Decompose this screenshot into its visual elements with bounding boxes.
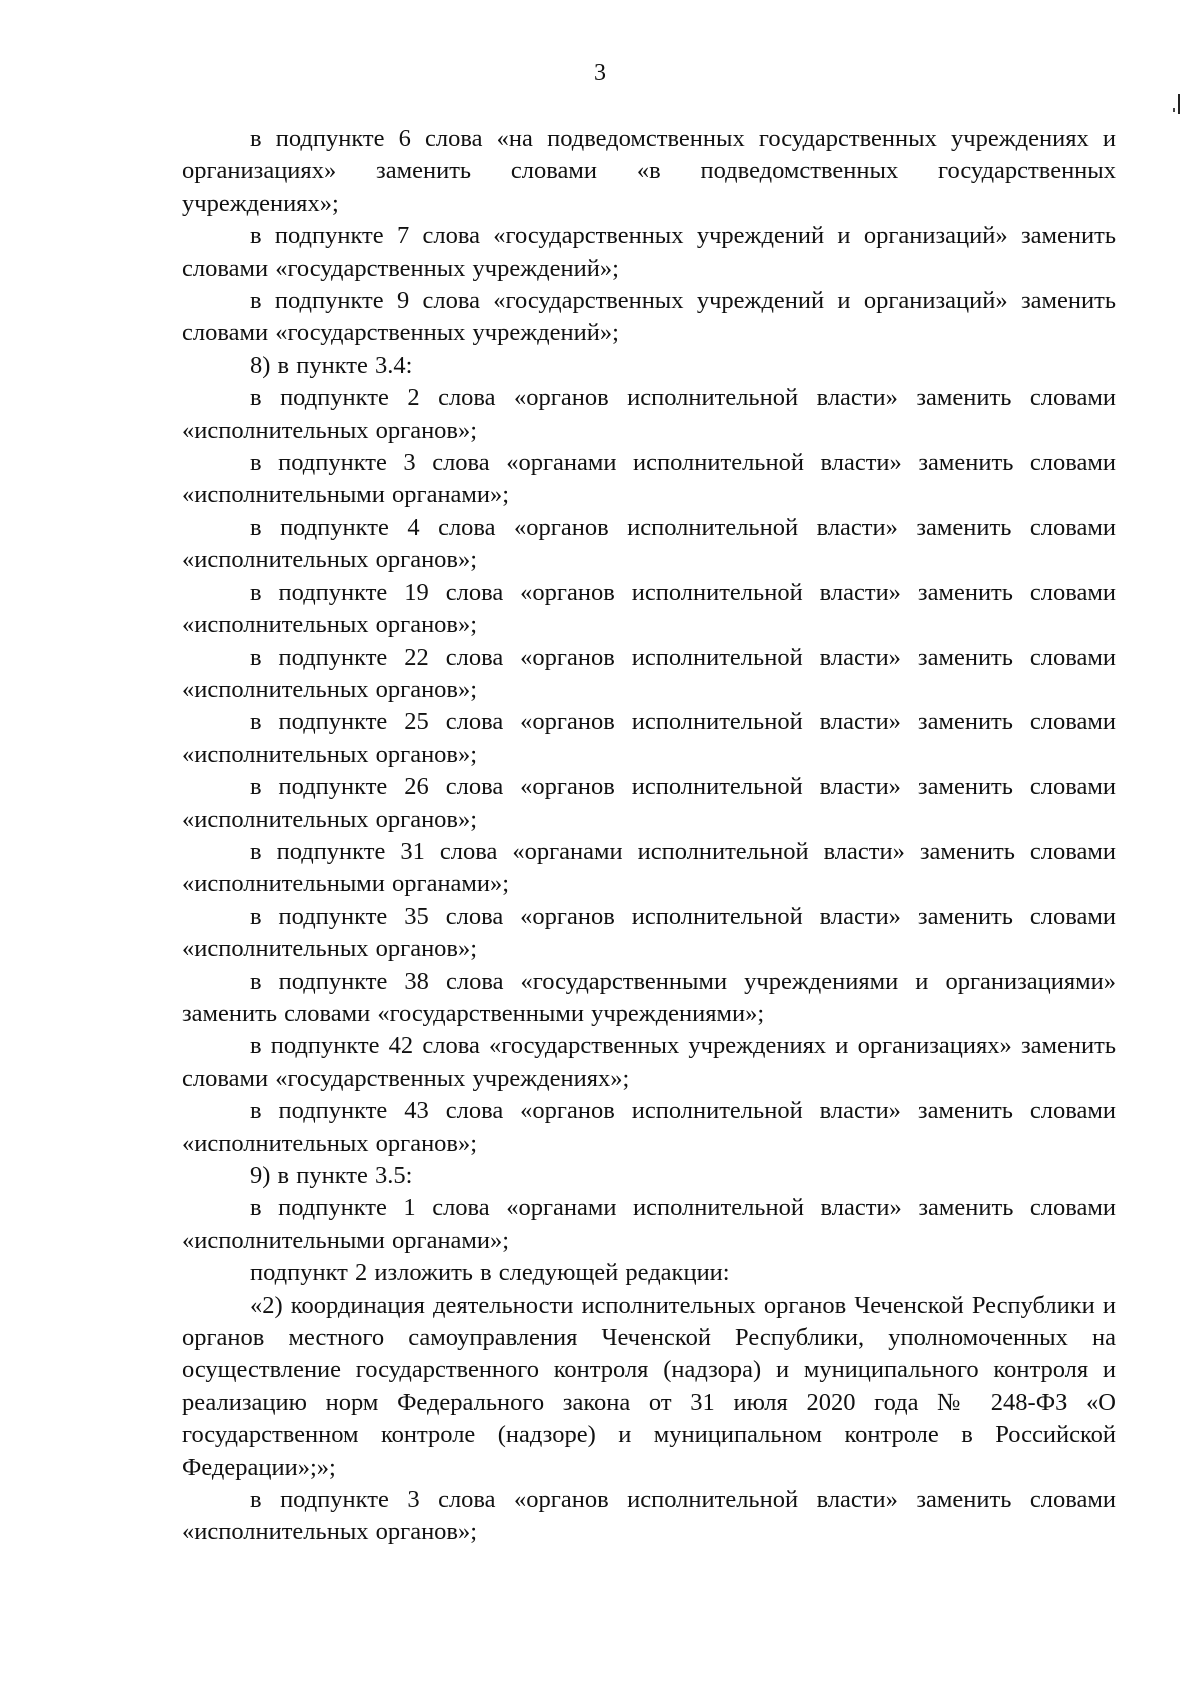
paragraph-subitem-25: в подпункте 25 слова «органов исполнительной власти» заменить словами «исполнительных органов»;	[182, 708, 1116, 768]
paragraph-subitem-9: в подпункте 9 слова «государственных учреждений и организаций» заменить словами «государственных учреждений»;	[182, 287, 1116, 347]
scan-artifact-dot	[1173, 108, 1175, 112]
paragraph-3-5-subitem-1: в подпункте 1 слова «органами исполнительной власти» заменить словами «исполнительными органами»;	[182, 1194, 1116, 1254]
paragraph-subitem-26: в подпункте 26 слова «органов исполнительной власти» заменить словами «исполнительных органов»;	[182, 773, 1116, 833]
paragraph-subitem-4: в подпункте 4 слова «органов исполнительной власти» заменить словами «исполнительных органов»;	[182, 513, 1116, 574]
paragraph-subitem-6: в подпункте 6 слова «на подведомственных государственных учреждениях и организациях» заменить словами «в подведомственных государственных учреждениях»;	[182, 125, 1116, 217]
paragraph-subitem-43: в подпункте 43 слова «органов исполнительной власти» заменить словами «исполнительных органов»;	[182, 1097, 1116, 1157]
paragraph-subitem-7: в подпункте 7 слова «государственных учреждений и организаций» заменить словами «государственных учреждений»;	[182, 222, 1116, 282]
paragraph-3-5-subitem-3: в подпункте 3 слова «органов исполнительной власти» заменить словами «исполнительных органов»;	[182, 1486, 1116, 1546]
paragraph-subitem-2: в подпункте 2 слова «органов исполнительной власти» заменить словами «исполнительных органов»;	[182, 384, 1116, 444]
paragraph-subitem-3: в подпункте 3 слова «органами исполнительной власти» заменить словами «исполнительными органами»;	[182, 449, 1116, 509]
scan-artifact-mark	[1178, 94, 1180, 114]
paragraph-subitem-22: в подпункте 22 слова «органов исполнительной власти» заменить словами «исполнительных органов»;	[182, 643, 1116, 703]
paragraph-subitem-35: в подпункте 35 слова «органов исполнительной власти» заменить словами «исполнительных органов»;	[182, 902, 1116, 963]
paragraph-subitem-38: в подпункте 38 слова «государственными учреждениями и организациями» заменить словами «государственными учреждениями»;	[182, 967, 1116, 1027]
document-body	[182, 123, 1116, 1549]
paragraph-item-8: 8) в пункте 3.4:	[250, 351, 413, 379]
paragraph-subitem-19: в подпункте 19 слова «органов исполнительной власти» заменить словами «исполнительных органов»;	[182, 578, 1116, 639]
paragraph-3-5-subitem-2-intro: подпункт 2 изложить в следующей редакции:	[250, 1259, 730, 1287]
paragraph-subitem-31: в подпункте 31 слова «органами исполнительной власти» заменить словами «исполнительными органами»;	[182, 837, 1116, 898]
paragraph-subitem-42: в подпункте 42 слова «государственных учреждениях и организациях» заменить словами «государственных учреждениях»;	[182, 1032, 1116, 1092]
page-number: 3	[594, 60, 606, 86]
paragraph-item-9: 9) в пункте 3.5:	[250, 1162, 413, 1189]
paragraph-3-5-subitem-2-text: «2) координация деятельности исполнительных органов Чеченской Республики и органов местного самоуправления Чеченской Республики, уполномоченных на осуществление государственного контроля (надзора) и муниципального контроля и реализацию норм Федерального закона от 31 июля 2020 года № 248-ФЗ «О государственном контроле (надзоре) и муниципальном контроле в Российской Федерации»;»;	[182, 1291, 1116, 1481]
